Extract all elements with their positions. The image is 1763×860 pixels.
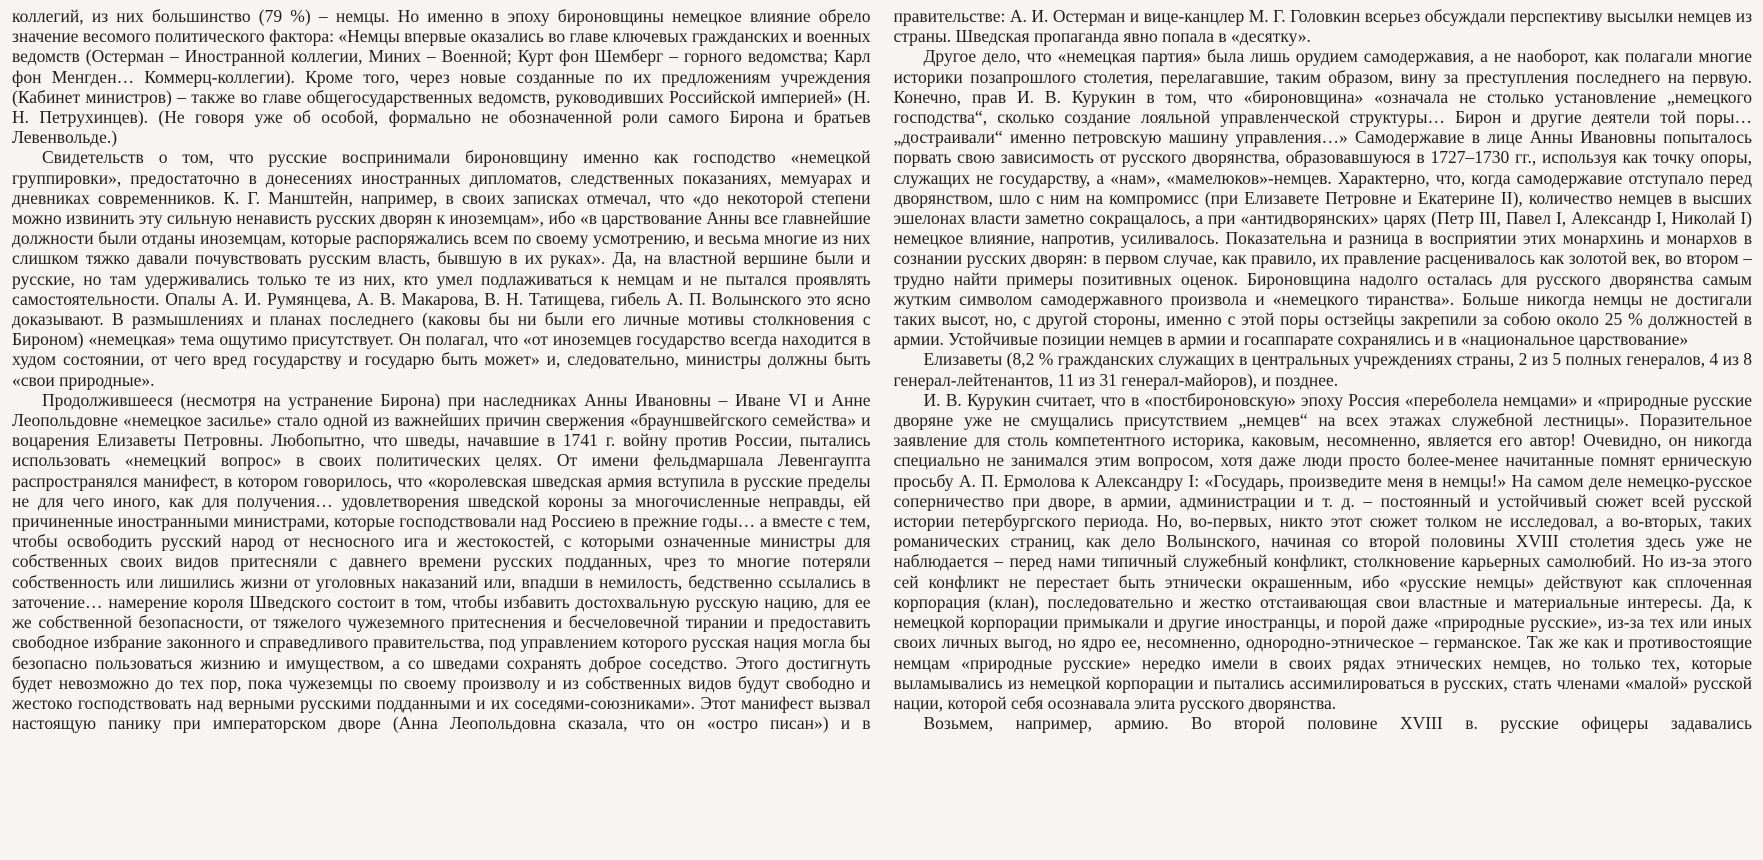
paragraph: коллегий, из них большинство (79 %) – немцы. Но именно в эпоху бироновщины немецкое влияние обрело значение весомого политического фактора: «Немцы впервые оказались во главе ключевых гражданских и военных ведомств (Остерман – Иностранной коллегии, Миних – Военной; Курт фон Шемберг – горного ведомства; Карл фон Менгден… Коммерц-коллегии). Кроме того, через новые созданные по их предложениям учреждения (Кабинет министров) – также во главе общегосударственных ведомств, руководивших Российской империей» (Н. Н. Петрухинцев). (Не говоря уже об особой, формально не обозначенной роли самого Бирона и братьев Левенвольде.): [12, 6, 871, 148]
paragraph: Елизаветы (8,2 % гражданских служащих в центральных учреждениях страны, 2 из 5 полных генералов, 4 из 8 генерал-лейтенантов, 11 из 31 генерал-майоров), и позднее.: [893, 349, 1752, 390]
paragraph: правительстве: А. И. Остерман и вице-канцлер М. Г. Головкин всерьез обсуждали перспективу высылки немцев из страны. Шведская пропаганда явно попала в «десятку».: [893, 6, 1752, 47]
paragraph: Возьмем, например, армию. Во второй половине XVIII в. русские офицеры задавались: [923, 713, 1752, 734]
paragraph: Другое дело, что «немецкая партия» была лишь орудием самодержавия, а не наоборот, как полагали многие историки позапрошлого столетия, перелагавшие, таким образом, вину за преступления последнего на первую. Конечно, прав И. В. Курукин в том, что «бироновщина» «означала не столько установление „немецкого господства“, сколько создание лояльной управленческой структуры… Бирон и другие деятели той поры… „достраивали“ именно петровскую машину управления…» Самодержавие в лице Анны Ивановны попыталось порвать свою зависимость от русского дворянства, образовавшуюся в 1727–1730 гг., используя как точку опоры, служащих не государству, а «нам», «мамелюков»-немцев. Характерно, что, когда самодержавие отступало перед дворянством, шло с ним на компромисс (при Елизавете Петровне и Екатерине II), количество немцев в высших эшелонах власти заметно сокращалось, а при «антидворянских» царях (Петр III, Павел I, Александр I, Николай I) немецкое влияние, напротив, усиливалось. Показательна и разница в восприятии этих монархинь и монархов в сознании русских дворян: в первом случае, как правило, их правление расценивалось как золотой век, во втором – трудно найти примеры позитивных оценок. Бироновщина надолго осталась для русского дворянства самым жутким символом самодержавного произвола и «немецкого тиранства». Больше никогда немцы не достигали таких высот, но, с другой стороны, именно с этой поры остзейцы закрепили за собою около 25 % должностей в армии. Устойчивые позиции немцев в армии и госаппарате сохранялись и в «национальное царствование»: [893, 46, 1752, 350]
text-column-left: [12, 6, 871, 852]
paragraph: И. В. Курукин считает, что в «постбироновскую» эпоху Россия «переболела немцами» и «природные русские дворяне уже не смущались присутствием „немцев“ на всех этажах служебной лестницы». Поразительное заявление для столь компетентного историка, каковым, несомненно, является его автор! Очевидно, он никогда специально не занимался этим вопросом, хотя даже люди просто более-менее начитанные помнят ерническую просьбу А. П. Ермолова к Александру I: «Государь, произведите меня в немцы!» На самом деле немецко-русское соперничество при дворе, в армии, администрации и т. д. – постоянный и устойчивый сюжет всей русской истории петербургского периода. Но, во-первых, никто этот сюжет толком не исследовал, а во-вторых, таких романических страниц, как дело Волынского, начиная со второй половины XVIII столетия здесь уже не наблюдается – перед нами типичный служебный конфликт, столкновение карьерных самолюбий. Но из-за этого сей конфликт не перестает быть этнически окрашенным, ибо «русские немцы» действуют как сплоченная корпорация (клан), последовательно и жестко отстаивающая свои властные и материальные интересы. Да, к немецкой корпорации примыкали и другие иностранцы, и порой даже «природные русские», из-за тех или иных своих личных выгод, но ядро ее, несомненно, однородно-этническое – германское. Так же как и противостоящие немцам «природные русские» нередко имели в своих рядах этнических немцев, но только тех, которые выламывались из немецкой корпорации и пытались ассимилироваться в русских, стать членами «малой» русской нации, которой себя осознавала элита русского дворянства.: [893, 389, 1752, 713]
text-column-right: [894, 6, 1753, 852]
paragraph: Свидетельств о том, что русские воспринимали бироновщину именно как господство «немецкой группировки», предостаточно в донесениях иностранных дипломатов, следственных показаниях, мемуарах и дневниках современников. К. Г. Манштейн, например, в своих записках отмечал, что «до некоторой степени можно извинить эту сильную ненависть русских дворян к иноземцам», ибо «в царствование Анны все главнейшие должности были отданы иноземцам, которые распоряжались всем по своему усмотрению, и весьма многие из них слишком тяжко давали почувствовать русским власть, бывшую в их руках». Да, на властной вершине были и русские, но там удерживались только те из них, кто умел подлаживаться к немцам и не пытался проявлять самостоятельности. Опалы А. И. Румянцева, А. В. Макарова, В. Н. Татищева, гибель А. П. Волынского это ясно доказывают. В размышлениях и планах последнего (каковы бы ни были его личные мотивы столкновения с Бироном) «немецкая» тема ощутимо присутствует. Он полагал, что «от иноземцев государство всегда находится в худом состоянии, от чего вред государству и государю быть может» и, следовательно, министры должны быть «свои природные».: [12, 147, 871, 390]
paragraph: Продолжившееся (несмотря на устранение Бирона) при наследниках Анны Ивановны – Иване VI и Анне Леопольдовне «немецкое засилье» стало одной из важнейших причин свержения «брауншвейгского семейства» и воцарения Елизаветы Петровны. Любопытно, что шведы, начавшие в 1741 г. войну против России, пытались использовать «немецкий вопрос» в своих политических целях. От имени фельдмаршала Левенгаупта распространялся манифест, в котором говорилось, что «королевская шведская армия вступила в русские пределы не для чего иного, как для получения… удовлетворения шведской короны за многочисленные неправды, ей причиненные иностранными министрами, которые господствовали над Россиею в прежние годы… а вместе с тем, чтобы освободить русский народ от несносного ига и жестокостей, с которыми означенные министры для собственных своих видов притесняли с давнего времени русских подданных, чрез то многие потеряли собственность или лишились жизни от уголовных наказаний или, впадши в немилость, бедственно ссылались в заточение… намерение короля Шведского состоит в том, чтобы избавить достохвальную русскую нацию, для ее же собственной безопасности, от тяжелого чужеземного притеснения и бесчеловечной тирании и предоставить свободное избрание законного и справедливого правительства, под управлением которого русская нация могла бы безопасно пользоваться жизнию и имуществом, а со шведами сохранять доброе соседство. Этого достигнуть будет невозможно до тех пор, пока чужеземцы по своему произволу и из собственных видов будут свободно и жестоко господствовать над верными русскими подданными и их соседями-союзниками». Этот манифест вызвал настоящую панику при императорском дворе (Анна Леопольдовна сказала, что он «остро писан») и в: [12, 389, 871, 734]
